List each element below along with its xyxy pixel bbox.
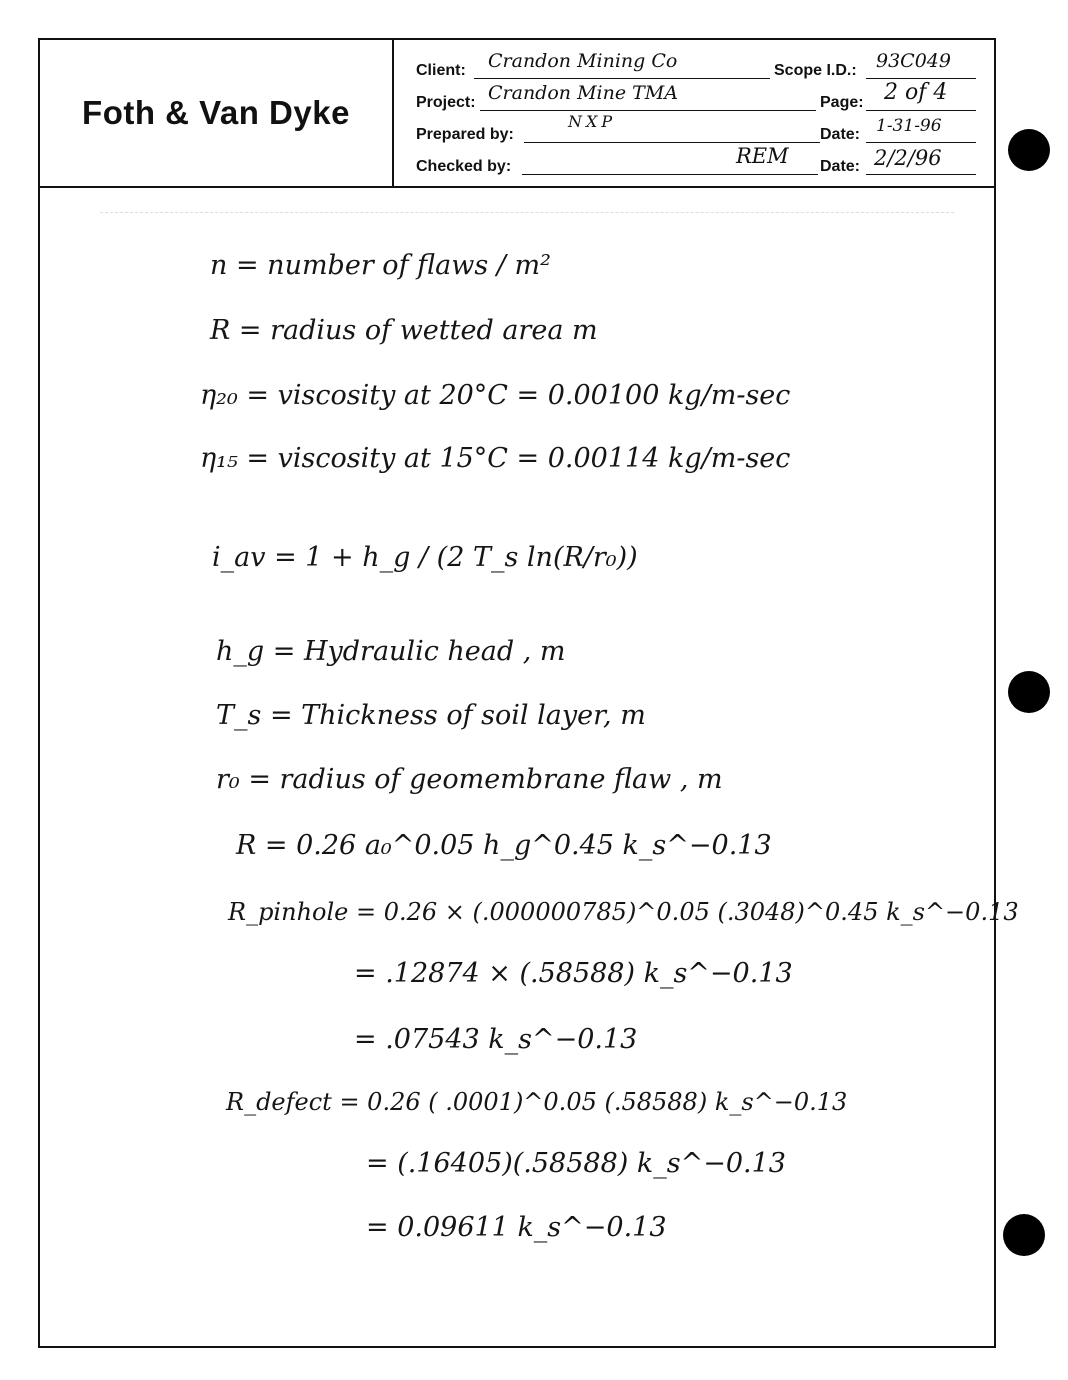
prepared-label: Prepared by: (416, 126, 514, 143)
client-line (474, 78, 770, 79)
equation-line: i_av = 1 + h_g / (2 T_s ln(R/r₀)) (212, 542, 638, 573)
client-value: Crandon Mining Co (488, 50, 678, 72)
equation-line: T_s = Thickness of soil layer, m (216, 700, 646, 731)
scope-line (866, 78, 976, 79)
scope-label: Scope I.D.: (774, 62, 857, 79)
binder-hole (1008, 129, 1050, 171)
checked-line (522, 174, 818, 175)
faint-rule (100, 212, 954, 213)
checked-value: REM (736, 144, 789, 168)
prepared-line (524, 142, 820, 143)
date2-line (866, 174, 976, 175)
date1-label: Date: (820, 126, 861, 143)
date1-value: 1-31-96 (876, 116, 942, 136)
page-line (866, 110, 976, 111)
date2-value: 2/2/96 (874, 146, 942, 170)
equation-line: r₀ = radius of geomembrane flaw , m (216, 764, 723, 795)
equation-line: = 0.09611 k_s^−0.13 (366, 1212, 667, 1243)
equation-line: = .12874 × (.58588) k_s^−0.13 (354, 958, 793, 989)
equation-line: R_defect = 0.26 ( .0001)^0.05 (.58588) k_s^−0.13 (226, 1088, 848, 1116)
equation-line: h_g = Hydraulic head , m (216, 636, 566, 667)
scope-value: 93C049 (876, 50, 951, 72)
project-value: Crandon Mine TMA (488, 82, 678, 104)
equation-line: n = number of flaws / m² (210, 250, 551, 281)
binder-hole (1003, 1214, 1045, 1256)
equation-line: R_pinhole = 0.26 × (.000000785)^0.05 (.3048)^0.45 k_s^−0.13 (228, 898, 1019, 926)
equation-line: = (.16405)(.58588) k_s^−0.13 (366, 1148, 786, 1179)
title-block-fields (396, 40, 994, 186)
prepared-value: NXP (568, 112, 617, 131)
date1-line (866, 142, 976, 143)
title-block (40, 40, 994, 188)
company-name: Foth & Van Dyke (40, 40, 394, 186)
date2-label: Date: (820, 158, 861, 175)
project-label: Project: (416, 94, 476, 111)
page-label: Page: (820, 94, 864, 111)
checked-label: Checked by: (416, 158, 512, 175)
equation-line: η₂₀ = viscosity at 20°C = 0.00100 kg/m-sec (200, 380, 791, 411)
project-line (480, 110, 816, 111)
page-value: 2 of 4 (884, 80, 948, 105)
equation-line: η₁₅ = viscosity at 15°C = 0.00114 kg/m-sec (200, 443, 791, 474)
equation-line: = .07543 k_s^−0.13 (354, 1024, 638, 1055)
calculation-area (40, 190, 1019, 1346)
binder-hole (1008, 671, 1050, 713)
worksheet-frame (38, 38, 1019, 1348)
client-label: Client: (416, 62, 466, 79)
equation-line: R = 0.26 a₀^0.05 h_g^0.45 k_s^−0.13 (236, 830, 772, 861)
equation-line: R = radius of wetted area m (210, 315, 598, 346)
